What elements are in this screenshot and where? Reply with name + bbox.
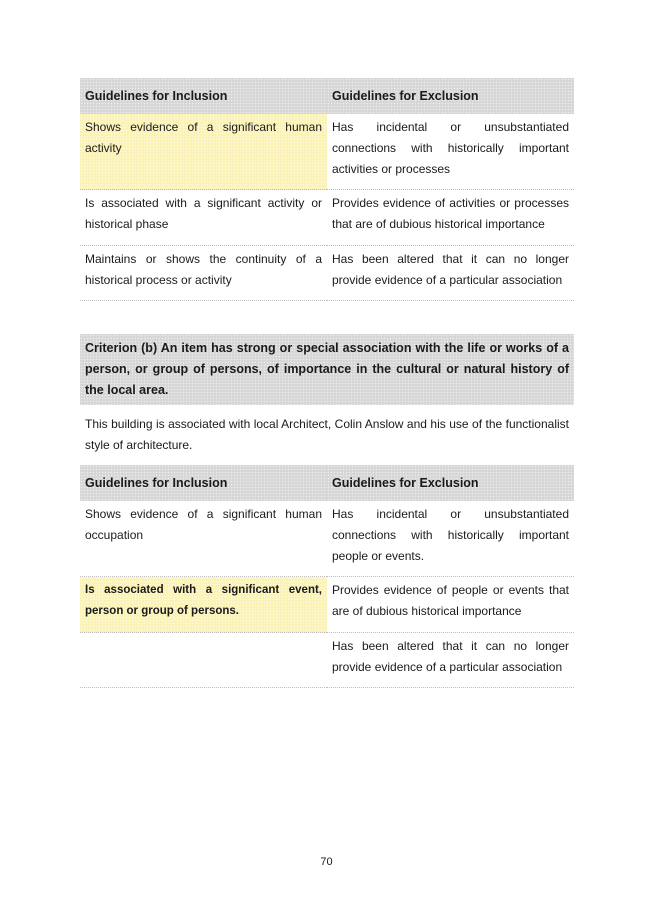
header-exclusion: Guidelines for Exclusion (327, 78, 574, 114)
table-row (80, 114, 574, 190)
table-row (80, 501, 574, 577)
header-inclusion: Guidelines for Inclusion (80, 465, 327, 501)
guidelines-table-b (80, 465, 574, 688)
exclusion-cell: Has incidental or unsubstantiated connections with historically important people or events. (327, 501, 574, 577)
exclusion-cell: Provides evidence of people or events that are of dubious historical importance (327, 577, 574, 633)
exclusion-cell: Has been altered that it can no longer provide evidence of a particular association (327, 633, 574, 688)
inclusion-cell (80, 633, 327, 688)
table-row (80, 633, 574, 688)
header-exclusion: Guidelines for Exclusion (327, 465, 574, 501)
page-number: 70 (320, 856, 333, 868)
exclusion-cell: Provides evidence of activities or processes that are of dubious historical importance (327, 190, 574, 246)
inclusion-cell: Is associated with a significant activity or historical phase (80, 190, 327, 246)
table-header-row (80, 78, 574, 114)
criterion-b-heading: Criterion (b) An item has strong or special association with the life or works of a person, or group of persons, of importance in the cultural or natural history of the local area. (80, 334, 574, 405)
exclusion-cell: Has incidental or unsubstantiated connections with historically important activities or processes (327, 114, 574, 190)
inclusion-cell: Shows evidence of a significant human activity (80, 114, 327, 190)
exclusion-cell: Has been altered that it can no longer provide evidence of a particular association (327, 246, 574, 301)
table-row (80, 246, 574, 301)
table-row (80, 190, 574, 246)
table-header-row (80, 465, 574, 501)
criterion-b-statement: This building is associated with local Architect, Colin Anslow and his use of the functionalist style of architecture. (85, 417, 569, 452)
table-row (80, 577, 574, 633)
inclusion-cell: Is associated with a significant event, person or group of persons. (80, 577, 327, 633)
header-inclusion: Guidelines for Inclusion (80, 78, 327, 114)
inclusion-cell: Maintains or shows the continuity of a historical process or activity (80, 246, 327, 301)
guidelines-table-a (80, 78, 574, 301)
inclusion-cell: Shows evidence of a significant human occupation (80, 501, 327, 577)
